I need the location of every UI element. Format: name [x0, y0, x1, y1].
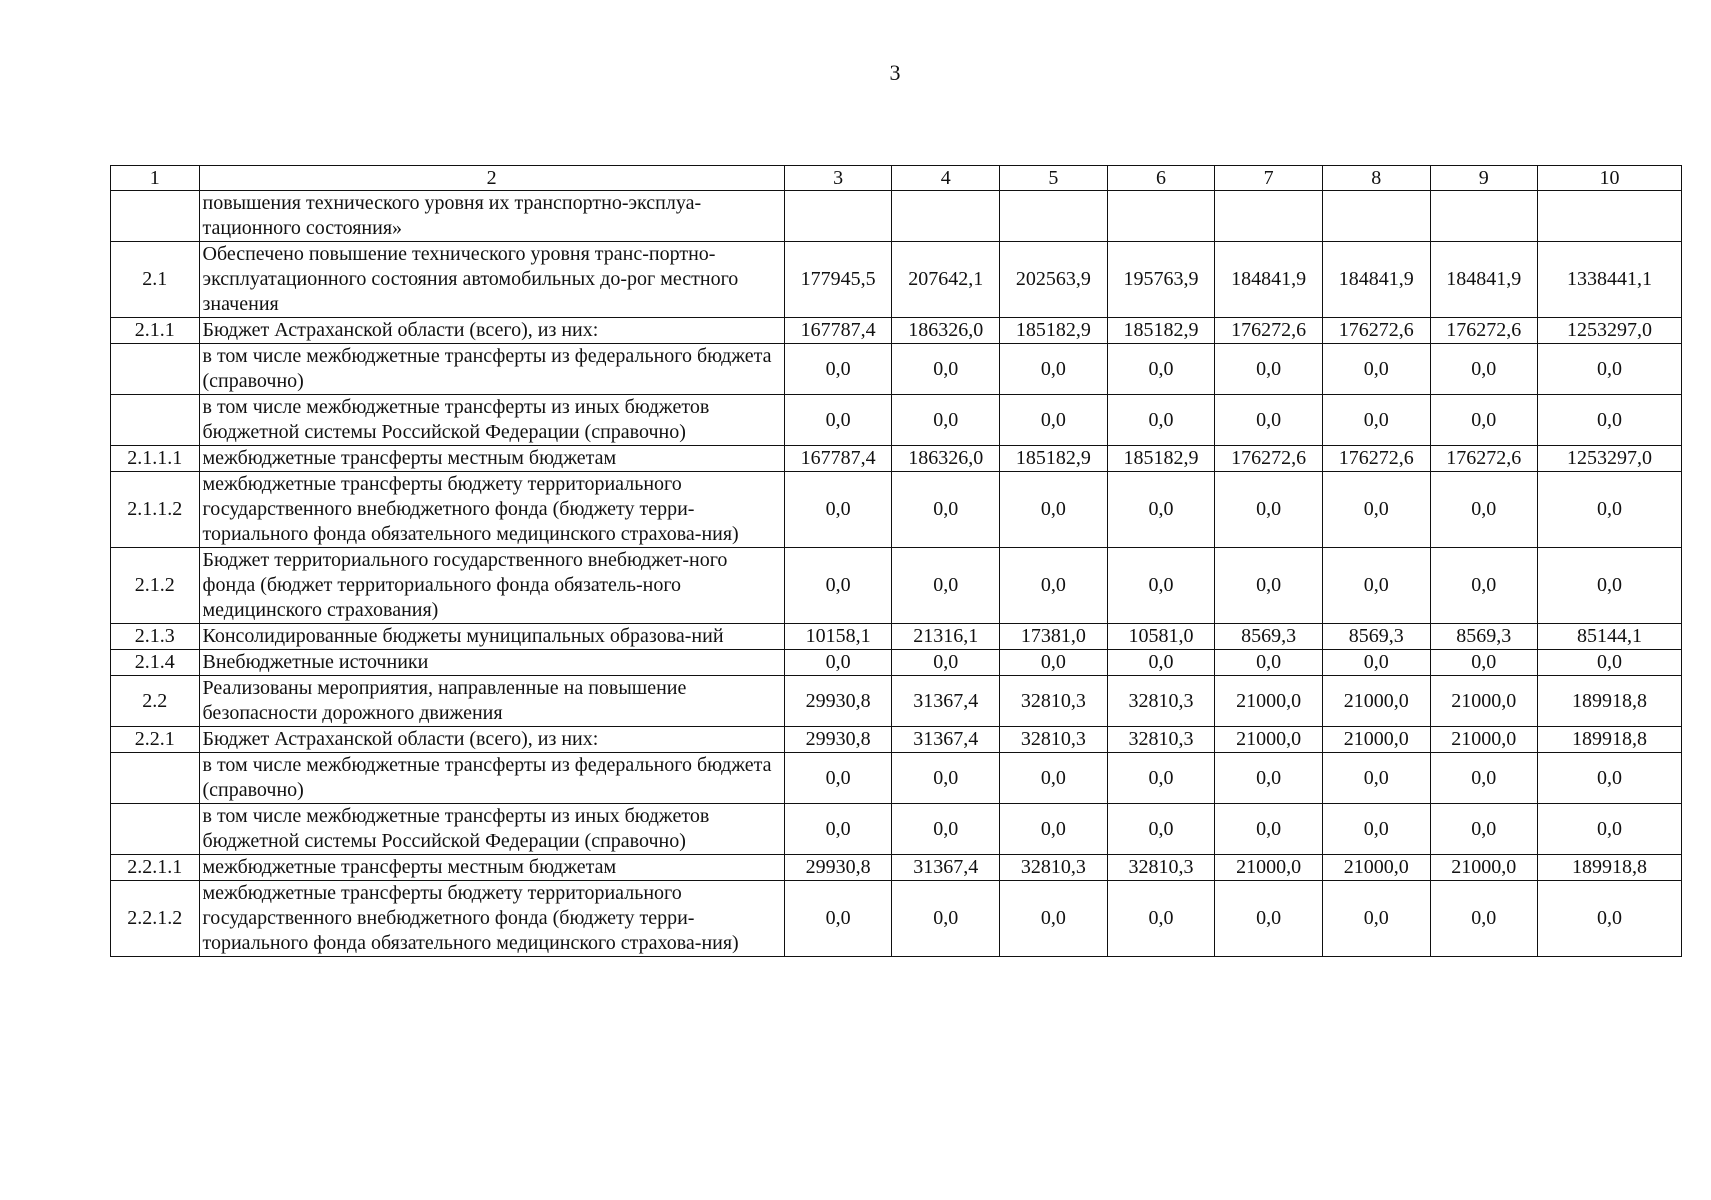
value-cell: 207642,1 [892, 242, 1000, 318]
table-row [111, 881, 1682, 957]
value-cell [1322, 191, 1430, 242]
value-cell: 0,0 [1538, 881, 1682, 957]
table-row [111, 753, 1682, 804]
value-cell: 0,0 [1107, 395, 1215, 446]
row-number-cell [111, 191, 200, 242]
row-description-cell: межбюджетные трансферты бюджету территориального государственного внебюджетного фонда (бюджету терри-ториального фонда обязательного медицинского страхова-ния) [199, 472, 784, 548]
row-description-cell: межбюджетные трансферты бюджету территориального государственного внебюджетного фонда (бюджету терри-ториального фонда обязательного медицинского страхова-ния) [199, 881, 784, 957]
value-cell [892, 191, 1000, 242]
value-cell [1538, 191, 1682, 242]
header-cell: 9 [1430, 166, 1538, 191]
value-cell: 32810,3 [1107, 727, 1215, 753]
value-cell: 0,0 [1000, 344, 1108, 395]
value-cell: 31367,4 [892, 855, 1000, 881]
value-cell: 0,0 [1430, 753, 1538, 804]
value-cell: 176272,6 [1322, 446, 1430, 472]
table-row [111, 446, 1682, 472]
value-cell: 0,0 [1000, 548, 1108, 624]
row-description-cell: межбюджетные трансферты местным бюджетам [199, 855, 784, 881]
value-cell: 32810,3 [1000, 676, 1108, 727]
table-body [111, 166, 1682, 957]
value-cell: 0,0 [1215, 881, 1323, 957]
table-row [111, 548, 1682, 624]
table-row [111, 650, 1682, 676]
row-number-cell [111, 395, 200, 446]
value-cell: 8569,3 [1430, 624, 1538, 650]
value-cell: 186326,0 [892, 446, 1000, 472]
header-cell: 2 [199, 166, 784, 191]
value-cell: 0,0 [1215, 804, 1323, 855]
value-cell: 21000,0 [1322, 727, 1430, 753]
value-cell: 0,0 [1322, 344, 1430, 395]
table-row [111, 855, 1682, 881]
row-number-cell: 2.1 [111, 242, 200, 318]
header-cell: 4 [892, 166, 1000, 191]
value-cell: 32810,3 [1107, 855, 1215, 881]
value-cell: 195763,9 [1107, 242, 1215, 318]
value-cell: 0,0 [1000, 804, 1108, 855]
value-cell: 0,0 [1215, 344, 1323, 395]
value-cell: 21000,0 [1322, 676, 1430, 727]
value-cell: 202563,9 [1000, 242, 1108, 318]
value-cell: 0,0 [1000, 472, 1108, 548]
row-number-cell: 2.2.1 [111, 727, 200, 753]
value-cell: 29930,8 [784, 727, 892, 753]
page-number: 3 [889, 60, 901, 85]
value-cell: 0,0 [784, 395, 892, 446]
header-cell: 10 [1538, 166, 1682, 191]
value-cell: 0,0 [1107, 344, 1215, 395]
value-cell: 21000,0 [1215, 676, 1323, 727]
value-cell: 21000,0 [1215, 727, 1323, 753]
value-cell: 185182,9 [1000, 446, 1108, 472]
table-row [111, 727, 1682, 753]
value-cell: 32810,3 [1000, 855, 1108, 881]
value-cell: 1338441,1 [1538, 242, 1682, 318]
value-cell: 0,0 [1000, 753, 1108, 804]
table-row [111, 395, 1682, 446]
value-cell: 184841,9 [1215, 242, 1323, 318]
value-cell: 0,0 [1538, 344, 1682, 395]
row-description-cell: Бюджет Астраханской области (всего), из них: [199, 318, 784, 344]
value-cell: 0,0 [1322, 548, 1430, 624]
table-row [111, 318, 1682, 344]
value-cell [784, 191, 892, 242]
header-cell: 5 [1000, 166, 1108, 191]
value-cell: 0,0 [1430, 395, 1538, 446]
value-cell: 0,0 [1538, 804, 1682, 855]
row-number-cell: 2.1.1.2 [111, 472, 200, 548]
value-cell: 0,0 [892, 650, 1000, 676]
row-description-cell: в том числе межбюджетные трансферты из иных бюджетов бюджетной системы Российской Федерации (справочно) [199, 395, 784, 446]
value-cell: 185182,9 [1000, 318, 1108, 344]
value-cell: 0,0 [1215, 548, 1323, 624]
table-row [111, 676, 1682, 727]
value-cell: 0,0 [1430, 344, 1538, 395]
row-number-cell: 2.1.1.1 [111, 446, 200, 472]
row-description-cell: Бюджет Астраханской области (всего), из них: [199, 727, 784, 753]
value-cell: 0,0 [892, 548, 1000, 624]
value-cell: 0,0 [1107, 548, 1215, 624]
value-cell: 29930,8 [784, 676, 892, 727]
value-cell: 31367,4 [892, 727, 1000, 753]
value-cell: 0,0 [1322, 804, 1430, 855]
value-cell: 0,0 [1538, 472, 1682, 548]
table-row [111, 242, 1682, 318]
row-number-cell [111, 753, 200, 804]
row-description-cell: Внебюджетные источники [199, 650, 784, 676]
row-number-cell: 2.2 [111, 676, 200, 727]
value-cell: 0,0 [1322, 881, 1430, 957]
value-cell: 0,0 [1538, 753, 1682, 804]
value-cell: 167787,4 [784, 446, 892, 472]
value-cell: 0,0 [1538, 650, 1682, 676]
value-cell: 0,0 [1107, 753, 1215, 804]
value-cell: 176272,6 [1215, 318, 1323, 344]
value-cell: 0,0 [1215, 753, 1323, 804]
value-cell: 0,0 [1538, 395, 1682, 446]
value-cell: 176272,6 [1430, 446, 1538, 472]
value-cell: 0,0 [1215, 395, 1323, 446]
value-cell: 185182,9 [1107, 318, 1215, 344]
value-cell: 10158,1 [784, 624, 892, 650]
row-description-cell: повышения технического уровня их транспортно-эксплуа-тационного состояния» [199, 191, 784, 242]
value-cell: 189918,8 [1538, 855, 1682, 881]
value-cell: 0,0 [892, 344, 1000, 395]
table-row [111, 472, 1682, 548]
value-cell: 21000,0 [1430, 727, 1538, 753]
value-cell [1107, 191, 1215, 242]
row-description-cell: Бюджет территориального государственного внебюджет-ного фонда (бюджет территориального фонда обязатель-ного медицинского страхования) [199, 548, 784, 624]
value-cell: 185182,9 [1107, 446, 1215, 472]
table-row [111, 344, 1682, 395]
value-cell: 0,0 [784, 472, 892, 548]
value-cell: 29930,8 [784, 855, 892, 881]
row-number-cell: 2.2.1.1 [111, 855, 200, 881]
value-cell: 0,0 [784, 881, 892, 957]
value-cell: 21316,1 [892, 624, 1000, 650]
header-cell: 3 [784, 166, 892, 191]
value-cell: 184841,9 [1430, 242, 1538, 318]
value-cell: 0,0 [1322, 753, 1430, 804]
value-cell: 32810,3 [1107, 676, 1215, 727]
value-cell: 0,0 [1430, 650, 1538, 676]
row-number-cell: 2.2.1.2 [111, 881, 200, 957]
value-cell: 0,0 [784, 548, 892, 624]
value-cell: 0,0 [1000, 881, 1108, 957]
value-cell: 8569,3 [1322, 624, 1430, 650]
row-description-cell: в том числе межбюджетные трансферты из федерального бюджета (справочно) [199, 344, 784, 395]
value-cell [1000, 191, 1108, 242]
value-cell: 0,0 [1107, 472, 1215, 548]
value-cell: 189918,8 [1538, 676, 1682, 727]
header-cell: 6 [1107, 166, 1215, 191]
value-cell: 31367,4 [892, 676, 1000, 727]
row-number-cell [111, 344, 200, 395]
value-cell: 0,0 [1000, 395, 1108, 446]
header-cell: 1 [111, 166, 200, 191]
table-header-row [111, 166, 1682, 191]
table-row [111, 191, 1682, 242]
value-cell: 21000,0 [1215, 855, 1323, 881]
value-cell: 0,0 [1430, 472, 1538, 548]
row-number-cell: 2.1.2 [111, 548, 200, 624]
value-cell: 0,0 [784, 804, 892, 855]
row-description-cell: Консолидированные бюджеты муниципальных образова-ний [199, 624, 784, 650]
row-description-cell: Обеспечено повышение технического уровня транс-портно-эксплуатационного состояния автомобильных до-рог местного значения [199, 242, 784, 318]
value-cell: 176272,6 [1215, 446, 1323, 472]
value-cell: 85144,1 [1538, 624, 1682, 650]
value-cell: 21000,0 [1430, 855, 1538, 881]
value-cell: 8569,3 [1215, 624, 1323, 650]
value-cell: 0,0 [1322, 472, 1430, 548]
value-cell: 184841,9 [1322, 242, 1430, 318]
row-number-cell: 2.1.1 [111, 318, 200, 344]
value-cell: 21000,0 [1430, 676, 1538, 727]
value-cell: 0,0 [784, 753, 892, 804]
row-description-cell: в том числе межбюджетные трансферты из федерального бюджета (справочно) [199, 753, 784, 804]
row-number-cell: 2.1.3 [111, 624, 200, 650]
value-cell: 0,0 [1000, 650, 1108, 676]
value-cell: 0,0 [1215, 650, 1323, 676]
value-cell: 1253297,0 [1538, 446, 1682, 472]
value-cell: 177945,5 [784, 242, 892, 318]
row-description-cell: Реализованы мероприятия, направленные на повышение безопасности дорожного движения [199, 676, 784, 727]
value-cell: 32810,3 [1000, 727, 1108, 753]
value-cell: 0,0 [1430, 881, 1538, 957]
value-cell [1215, 191, 1323, 242]
value-cell: 0,0 [1430, 804, 1538, 855]
value-cell: 0,0 [892, 804, 1000, 855]
value-cell: 176272,6 [1430, 318, 1538, 344]
budget-table [110, 165, 1682, 957]
row-description-cell: в том числе межбюджетные трансферты из иных бюджетов бюджетной системы Российской Федерации (справочно) [199, 804, 784, 855]
value-cell: 0,0 [1430, 548, 1538, 624]
value-cell: 0,0 [892, 395, 1000, 446]
value-cell: 0,0 [1215, 472, 1323, 548]
value-cell: 189918,8 [1538, 727, 1682, 753]
row-number-cell: 2.1.4 [111, 650, 200, 676]
value-cell: 167787,4 [784, 318, 892, 344]
value-cell [1430, 191, 1538, 242]
value-cell: 0,0 [1322, 650, 1430, 676]
row-number-cell [111, 804, 200, 855]
value-cell: 186326,0 [892, 318, 1000, 344]
value-cell: 176272,6 [1322, 318, 1430, 344]
value-cell: 0,0 [784, 344, 892, 395]
value-cell: 0,0 [1107, 881, 1215, 957]
value-cell: 0,0 [1322, 395, 1430, 446]
header-cell: 7 [1215, 166, 1323, 191]
value-cell: 21000,0 [1322, 855, 1430, 881]
value-cell: 0,0 [892, 472, 1000, 548]
header-cell: 8 [1322, 166, 1430, 191]
value-cell: 1253297,0 [1538, 318, 1682, 344]
value-cell: 0,0 [892, 753, 1000, 804]
row-description-cell: межбюджетные трансферты местным бюджетам [199, 446, 784, 472]
value-cell: 0,0 [1538, 548, 1682, 624]
value-cell: 10581,0 [1107, 624, 1215, 650]
value-cell: 0,0 [1107, 804, 1215, 855]
value-cell: 17381,0 [1000, 624, 1108, 650]
value-cell: 0,0 [892, 881, 1000, 957]
value-cell: 0,0 [784, 650, 892, 676]
table-row [111, 624, 1682, 650]
table-row [111, 804, 1682, 855]
value-cell: 0,0 [1107, 650, 1215, 676]
